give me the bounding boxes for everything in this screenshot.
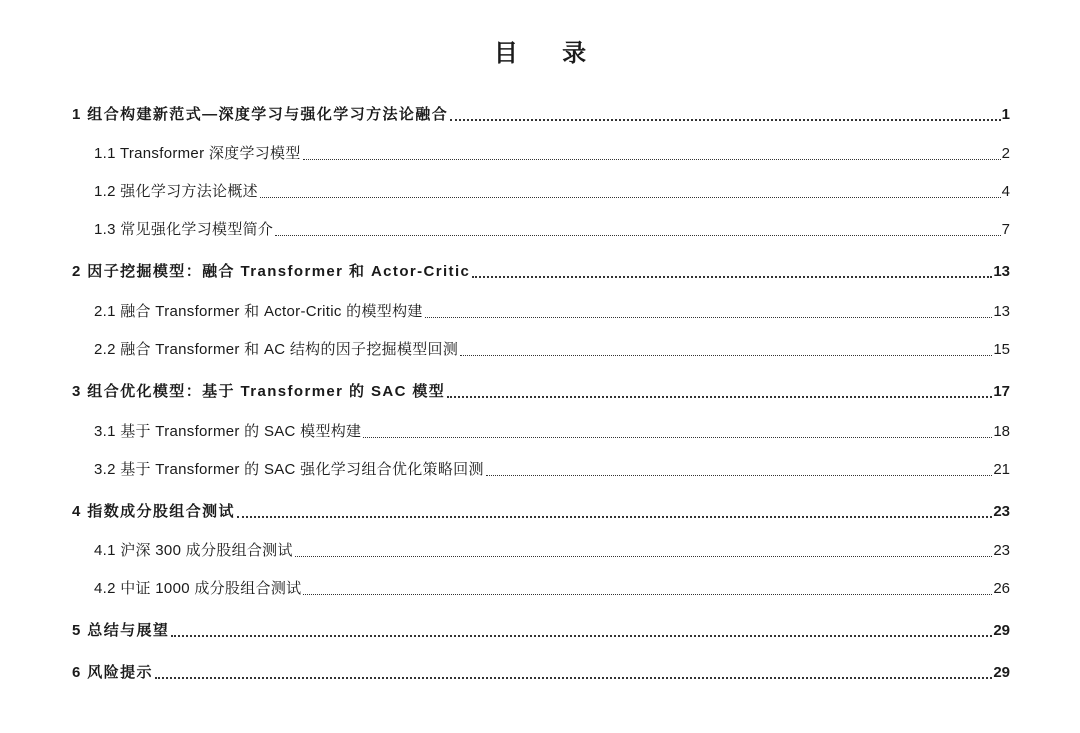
- dot-leader: [363, 436, 992, 438]
- toc-entry-label: 3.1 基于 Transformer 的 SAC 模型构建: [94, 423, 362, 440]
- toc-entry-label: 2 因子挖掘模型：融合 Transformer 和 Actor-Critic: [72, 263, 471, 280]
- dot-leader: [275, 234, 1000, 236]
- toc-entry-page-number: 13: [993, 263, 1010, 280]
- dot-leader: [447, 395, 992, 398]
- toc-entry-page-number: 2: [1001, 145, 1010, 162]
- dot-leader: [295, 555, 993, 557]
- toc-entry-label: 1.2 强化学习方法论概述: [94, 183, 258, 200]
- toc-entry-page-number: 29: [993, 622, 1010, 639]
- toc-entry-label: 1 组合构建新范式—深度学习与强化学习方法论融合: [72, 106, 449, 123]
- toc-entry-section-2-1[interactable]: [94, 300, 1010, 322]
- toc-entry-section-1-2[interactable]: [94, 180, 1010, 202]
- toc-entry-page-number: 1: [1001, 106, 1010, 123]
- toc-entry-section-3[interactable]: [72, 380, 1010, 402]
- dot-leader: [155, 676, 992, 679]
- toc-entry-page-number: 18: [993, 423, 1010, 440]
- toc-entry-section-6[interactable]: [72, 661, 1010, 683]
- toc-entry-section-5[interactable]: [72, 619, 1010, 641]
- toc-entry-section-3-1[interactable]: [94, 420, 1010, 442]
- toc-entry-section-4[interactable]: [72, 500, 1010, 522]
- toc-entry-page-number: 15: [993, 341, 1010, 358]
- toc-entry-page-number: 4: [1001, 183, 1010, 200]
- toc-entry-label: 4.2 中证 1000 成分股组合测试: [94, 580, 302, 597]
- toc-entry-label: 2.2 融合 Transformer 和 AC 结构的因子挖掘模型回测: [94, 341, 459, 358]
- toc-entry-section-2[interactable]: [72, 260, 1010, 282]
- toc-entry-page-number: 26: [993, 580, 1010, 597]
- dot-leader: [303, 158, 1001, 160]
- toc-entry-section-1-3[interactable]: [94, 218, 1010, 240]
- toc-entry-label: 1.3 常见强化学习模型简介: [94, 221, 274, 238]
- toc-entry-section-1[interactable]: [72, 103, 1010, 125]
- toc-entry-label: 1.1 Transformer 深度学习模型: [94, 145, 301, 162]
- dot-leader: [171, 634, 992, 637]
- toc-entry-label: 5 总结与展望: [72, 622, 170, 639]
- toc-entry-label: 3 组合优化模型：基于 Transformer 的 SAC 模型: [72, 383, 446, 400]
- toc-entry-page-number: 17: [993, 383, 1010, 400]
- toc-entry-page-number: 23: [993, 542, 1010, 559]
- toc-entry-page-number: 29: [993, 664, 1010, 681]
- toc-entry-label: 3.2 基于 Transformer 的 SAC 强化学习组合优化策略回测: [94, 461, 484, 478]
- dot-leader: [237, 515, 992, 518]
- toc-entry-page-number: 23: [993, 503, 1010, 520]
- toc-entry-label: 6 风险提示: [72, 664, 153, 681]
- toc-entry-page-number: 21: [993, 461, 1010, 478]
- toc-title: 目 录: [493, 38, 605, 67]
- dot-leader: [472, 275, 992, 278]
- dot-leader: [425, 316, 993, 318]
- dot-leader: [450, 118, 1001, 121]
- toc-entry-section-4-1[interactable]: [94, 539, 1010, 561]
- dot-leader: [260, 196, 1001, 198]
- toc-entry-label: 4.1 沪深 300 成分股组合测试: [94, 542, 293, 559]
- toc-entry-page-number: 7: [1001, 221, 1010, 238]
- dot-leader: [303, 593, 992, 595]
- toc-entry-section-3-2[interactable]: [94, 458, 1010, 480]
- toc-entry-section-4-2[interactable]: [94, 577, 1010, 599]
- dot-leader: [486, 474, 993, 476]
- toc-entry-section-2-2[interactable]: [94, 338, 1010, 360]
- toc-entry-page-number: 13: [993, 303, 1010, 320]
- dot-leader: [460, 354, 992, 356]
- toc-entry-label: 2.1 融合 Transformer 和 Actor-Critic 的模型构建: [94, 303, 423, 320]
- toc-entry-label: 4 指数成分股组合测试: [72, 503, 235, 520]
- toc-entry-section-1-1[interactable]: [94, 142, 1010, 164]
